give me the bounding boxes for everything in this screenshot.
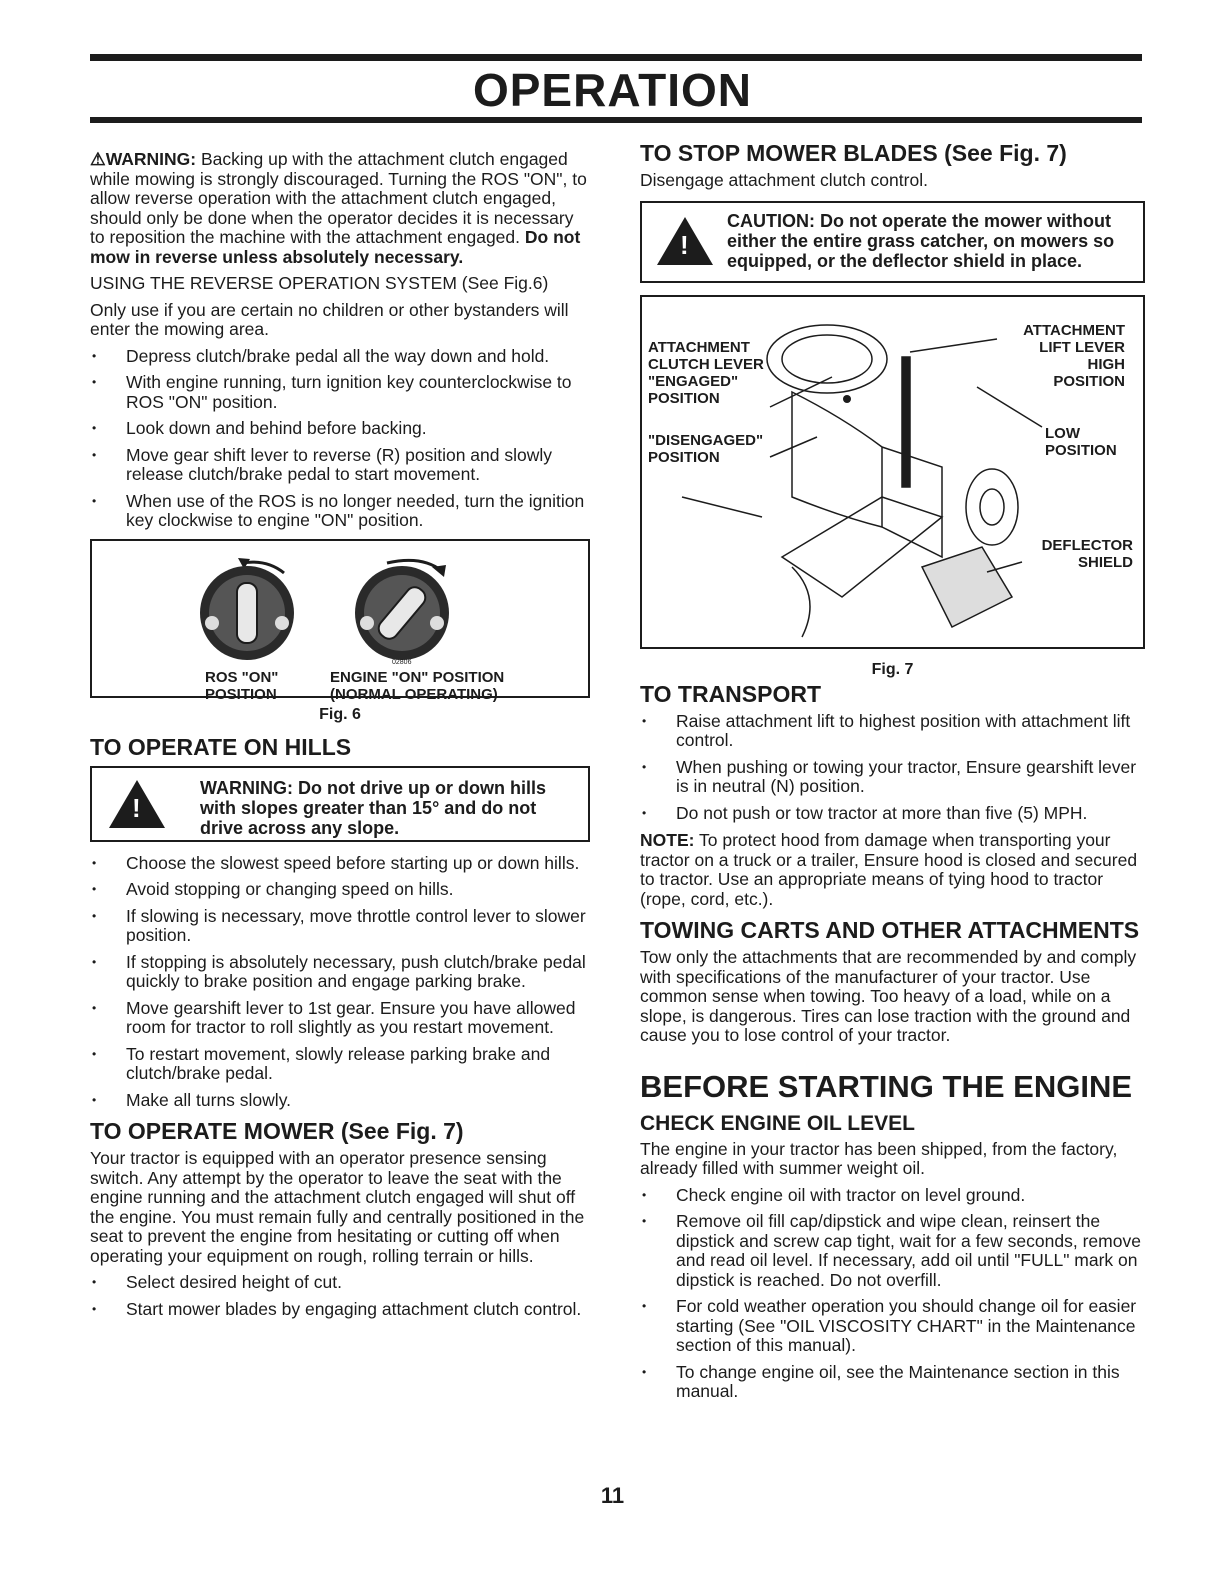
ros-heading: USING THE REVERSE OPERATION SYSTEM (See Fig.6)	[90, 273, 549, 293]
fig7-label-line: SHIELD	[1077, 553, 1133, 571]
list-item: • With engine running, turn ignition key counterclockwise to ROS "ON" position.	[90, 373, 590, 412]
list-item: • When pushing or towing your tractor, Ensure gearshift lever is in neutral (N) position.	[640, 758, 1145, 797]
note	[640, 831, 1145, 909]
fig7-label-disengaged	[648, 432, 763, 466]
fig7-label-line: ATTACHMENT	[1023, 321, 1125, 339]
warning-icon: ⚠	[90, 149, 106, 169]
before-heading: BEFORE STARTING THE ENGINE	[640, 1068, 1133, 1104]
page-number: 11	[600, 1483, 625, 1508]
list-item: • Do not push or tow tractor at more than five (5) MPH.	[640, 804, 1145, 824]
transport-steps	[640, 712, 1145, 824]
fig7-label-lift	[1023, 322, 1125, 390]
list-item: • Move gear shift lever to reverse (R) position and slowly release clutch/brake pedal to start movement.	[90, 446, 590, 485]
list-item: • Check engine oil with tractor on level ground.	[640, 1186, 1145, 1206]
fig7-label-line: POSITION	[648, 389, 720, 407]
list-item: • Choose the slowest speed before starting up or down hills.	[90, 854, 590, 874]
fig7-label-line: POSITION	[1045, 441, 1117, 459]
ros-steps	[90, 347, 590, 531]
fig6-label-ros	[205, 669, 278, 703]
list-item: • When use of the ROS is no longer needed, turn the ignition key clockwise to engine "ON" position.	[90, 492, 590, 531]
warning-label: WARNING:	[105, 149, 197, 169]
list-item: • If stopping is absolutely necessary, push clutch/brake pedal quickly to brake position and engage parking brake.	[90, 953, 590, 992]
header-rule-top	[90, 54, 1142, 61]
list-item: • Avoid stopping or changing speed on hills.	[90, 880, 590, 900]
warning-bold-text: Do not mow in reverse unless absolutely necessary.	[90, 227, 581, 267]
transport-heading: TO TRANSPORT	[640, 680, 822, 707]
right-column	[640, 140, 1145, 1410]
stop-text: Disengage attachment clutch control.	[640, 170, 928, 190]
oil-heading: CHECK ENGINE OIL LEVEL	[640, 1111, 915, 1135]
list-item: • Select desired height of cut.	[90, 1273, 590, 1293]
fig7-caption: Fig. 7	[871, 660, 914, 678]
fig6-label-engine	[330, 669, 504, 703]
list-item: • Look down and behind before backing.	[90, 419, 590, 439]
fig6-label-ros-line: ROS "ON"	[205, 668, 279, 686]
fig7-label-line: LIFT LEVER	[1039, 338, 1125, 356]
fig7-label-line: ATTACHMENT	[648, 338, 750, 356]
fig6-box	[90, 539, 590, 703]
left-column	[90, 140, 590, 1327]
note-text: To protect hood from damage when transporting your tractor on a truck or a trailer, Ensure hood is closed and secured to tractor. Use an appropriate means of tying hood to tractor (rope, cord, etc.).	[640, 830, 1138, 909]
oil-intro: The engine in your tractor has been shipped, from the factory, already filled with summer weight oil.	[640, 1138, 1118, 1178]
list-item: • Depress clutch/brake pedal all the way down and hold.	[90, 347, 590, 367]
towing-text: Tow only the attachments that are recommended by and comply with specifications of the manufacturer of your tractor. Use common sense when towing. Too heavy of a load, while on a slope, is dangerous. Tires can lose traction with the ground and cause you to lose control of your tractor.	[640, 947, 1137, 1045]
fig6-code: 02806	[392, 658, 412, 666]
fig7-label-deflector	[1042, 537, 1133, 571]
list-item: • Move gearshift lever to 1st gear. Ensure you have allowed room for tractor to roll slightly as you restart movement.	[90, 999, 590, 1038]
fig6-label-engine-line: ENGINE "ON" POSITION	[330, 668, 505, 686]
fig7-label-line: LOW	[1045, 424, 1080, 442]
fig7-label-line: POSITION	[1053, 372, 1125, 390]
mower-intro: Your tractor is equipped with an operator presence sensing switch. Any attempt by the operator to leave the seat with the engine running and the attachment clutch engaged will shut off the engine. You must remain fully and centrally positioned in the seat to prevent the engine from hesitating or cutting off when operating your equipment on rough, rolling terrain or hills.	[90, 1148, 585, 1266]
list-item: • Start mower blades by engaging attachment clutch control.	[90, 1300, 590, 1320]
hills-heading: TO OPERATE ON HILLS	[90, 733, 352, 760]
fig7-label-line: DEFLECTOR	[1041, 536, 1133, 554]
warning-reverse	[90, 150, 590, 267]
caution-text: CAUTION: Do not operate the mower without either the entire grass catcher, on mowers so equipped, or the deflector shield in place.	[727, 210, 1115, 271]
fig7-label-line: "ENGAGED"	[648, 372, 739, 390]
caution-box	[640, 201, 1145, 283]
mower-heading: TO OPERATE MOWER (See Fig. 7)	[90, 1118, 464, 1144]
fig7-label-clutch	[648, 339, 764, 407]
warning-text: Backing up with the attachment clutch engaged while mowing is strongly discouraged. Turning the ROS "ON", to allow reverse operation with the attachment clutch engaged, should only be done when the operator decides it is necessary to reposition the machine with the attachment engaged.	[90, 149, 587, 247]
page-title: OPERATION	[472, 64, 753, 116]
list-item: • For cold weather operation you should change oil for easier starting (See "OIL VISCOSITY CHART" in the Maintenance section of this manual).	[640, 1297, 1145, 1356]
list-item: • To restart movement, slowly release parking brake and clutch/brake pedal.	[90, 1045, 590, 1084]
fig7-label-low	[1045, 425, 1117, 459]
fig6-label-engine-line: (NORMAL OPERATING)	[330, 685, 498, 703]
fig6-caption: Fig. 6	[319, 705, 361, 723]
list-item: • To change engine oil, see the Maintenance section in this manual.	[640, 1363, 1145, 1402]
warning-triangle-icon: !	[657, 217, 713, 265]
header-rule-bottom	[90, 117, 1142, 123]
hills-warning-text: WARNING: Do not drive up or down hills with slopes greater than 15° and do not drive across any slope.	[200, 777, 546, 838]
warning-triangle-icon: !	[109, 780, 165, 828]
stop-heading: TO STOP MOWER BLADES (See Fig. 7)	[640, 140, 1067, 166]
list-item: • Remove oil fill cap/dipstick and wipe clean, reinsert the dipstick and screw cap tight, wait for a few seconds, remove and read oil level. If necessary, add oil until "FULL" mark on dipstick is reached. Do not overfill.	[640, 1212, 1145, 1290]
hills-warning-box	[90, 766, 590, 842]
note-label: NOTE:	[640, 830, 695, 850]
oil-steps	[640, 1186, 1145, 1402]
hills-steps	[90, 854, 590, 1111]
ros-intro: Only use if you are certain no children or other bystanders will enter the mowing area.	[90, 299, 569, 339]
fig7-box	[640, 295, 1145, 649]
fig7-label-line: CLUTCH LEVER	[648, 355, 764, 373]
list-item: • Raise attachment lift to highest position with attachment lift control.	[640, 712, 1145, 751]
fig7-label-line: "DISENGAGED"	[648, 431, 764, 449]
fig7-label-line: HIGH	[1087, 355, 1125, 373]
mower-steps	[90, 1273, 590, 1319]
fig6-label-ros-line: POSITION	[205, 685, 277, 703]
towing-heading: TOWING CARTS AND OTHER ATTACHMENTS	[640, 917, 1140, 943]
fig7-label-line: POSITION	[648, 448, 720, 466]
list-item: • Make all turns slowly.	[90, 1091, 590, 1111]
list-item: • If slowing is necessary, move throttle control lever to slower position.	[90, 907, 590, 946]
